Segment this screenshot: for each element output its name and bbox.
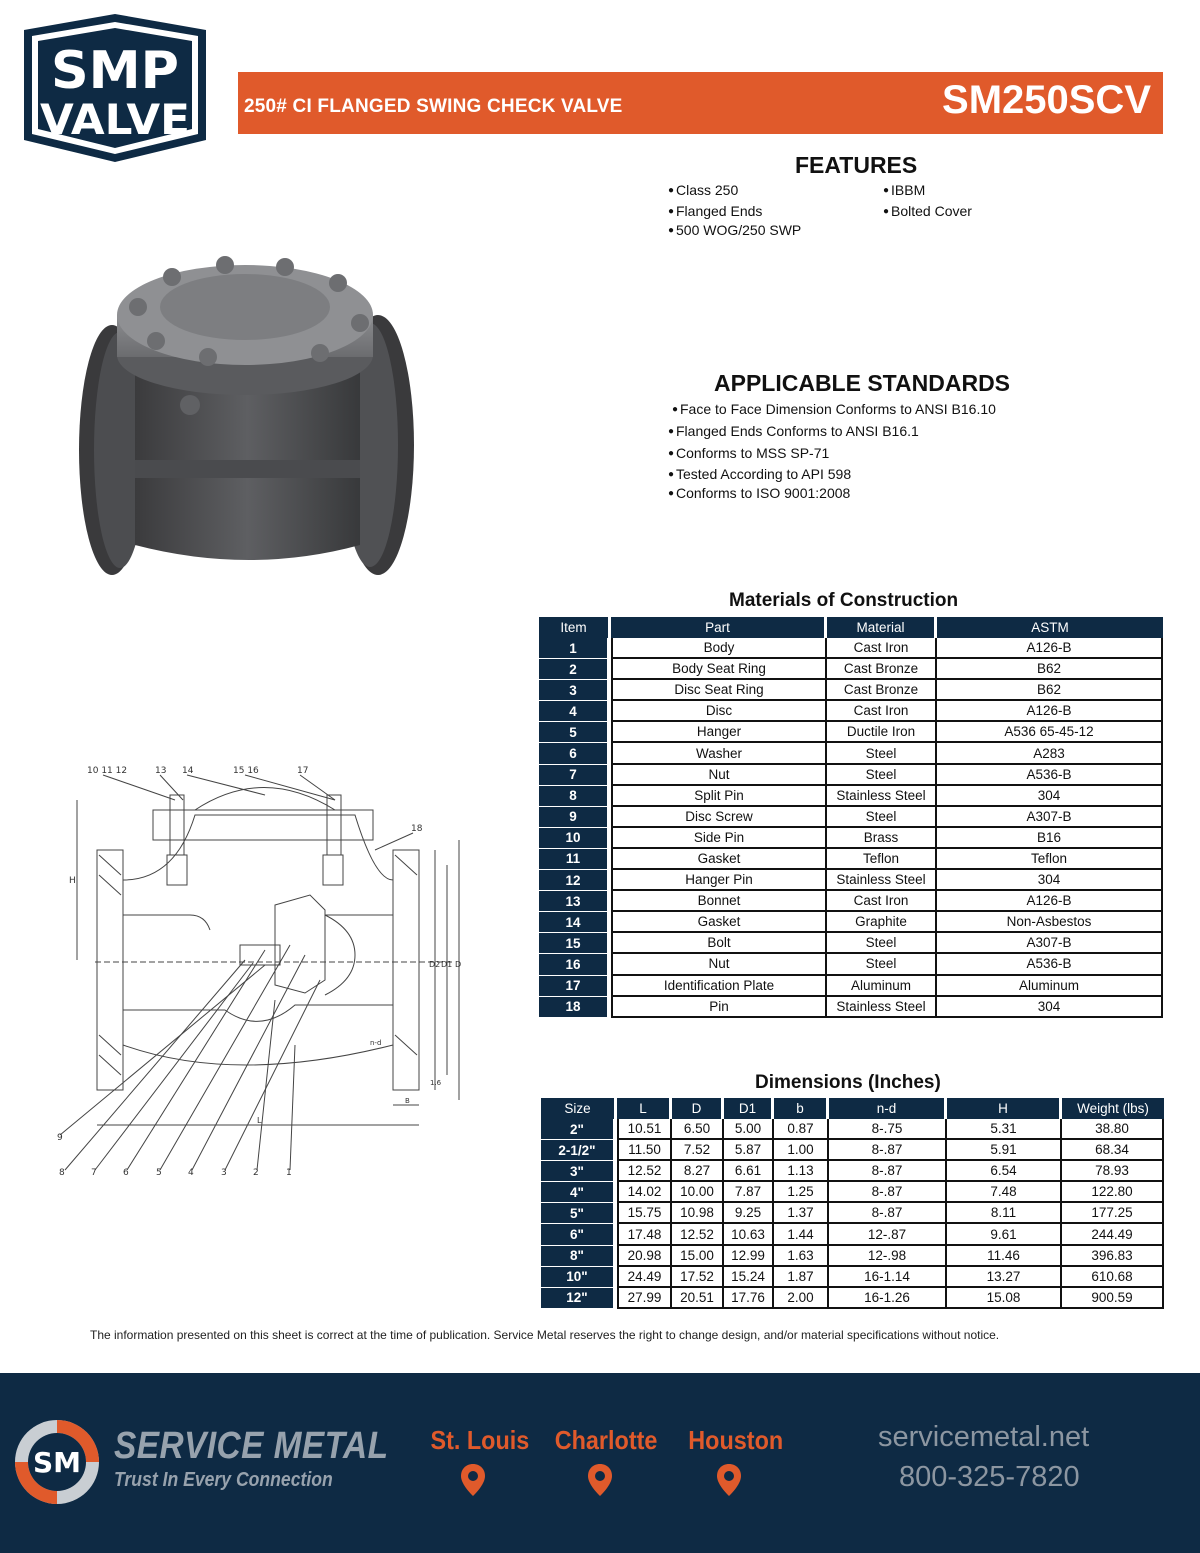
table-cell: 2" <box>541 1119 617 1140</box>
table-cell: 8-.87 <box>829 1161 947 1182</box>
product-title: 250# CI FLANGED SWING CHECK VALVE <box>244 96 623 117</box>
callout-label: 18 <box>411 824 423 834</box>
table-cell: Body Seat Ring <box>611 659 827 680</box>
table-cell: Cast Bronze <box>827 659 937 680</box>
table-cell: 13.27 <box>947 1267 1062 1288</box>
table-cell: Stainless Steel <box>827 786 937 807</box>
location-st-louis: St. Louis <box>430 1425 530 1455</box>
table-row <box>539 912 1163 933</box>
table-row <box>541 1203 1164 1224</box>
callout-label: 15 16 <box>233 766 259 776</box>
callout-label: 13 <box>155 766 167 776</box>
table-cell: 15.08 <box>947 1288 1062 1309</box>
table-cell: 304 <box>937 870 1163 891</box>
map-pin-icon <box>587 1463 613 1497</box>
table-row <box>539 849 1163 870</box>
table-cell: 11.50 <box>617 1140 672 1161</box>
dim-label: D <box>455 960 462 969</box>
table-cell: 6.61 <box>724 1161 774 1182</box>
table-cell: 10" <box>541 1267 617 1288</box>
table-cell: Cast Bronze <box>827 680 937 701</box>
table-row <box>539 891 1163 912</box>
table-cell: 2-1/2" <box>541 1140 617 1161</box>
table-cell: 6 <box>539 743 611 764</box>
brand-tagline: Trust In Every Connection <box>114 1469 333 1491</box>
column-header: Material <box>827 617 937 638</box>
table-row <box>539 786 1163 807</box>
table-cell: 6.50 <box>672 1119 724 1140</box>
table-cell: 4 <box>539 701 611 722</box>
dim-label: n-d <box>370 1039 382 1047</box>
feature-item: ● Flanged Ends <box>668 203 763 219</box>
table-cell: 1.13 <box>774 1161 829 1182</box>
column-header: b <box>774 1098 829 1119</box>
feature-item: ● Class 250 <box>668 182 739 198</box>
table-cell: 15 <box>539 933 611 954</box>
table-cell: Teflon <box>937 849 1163 870</box>
table-cell: 17 <box>539 976 611 997</box>
footer <box>0 1373 1200 1553</box>
standard-item: ● Tested According to API 598 <box>668 466 852 482</box>
table-cell: 177.25 <box>1062 1203 1164 1224</box>
table-cell: 8-.87 <box>829 1140 947 1161</box>
table-cell: Bonnet <box>611 891 827 912</box>
feature-item: ● IBBM <box>883 182 926 198</box>
table-cell: A536 65-45-12 <box>937 722 1163 743</box>
table-cell: Stainless Steel <box>827 997 937 1018</box>
table-cell: 12-.87 <box>829 1224 947 1245</box>
table-row <box>541 1224 1164 1245</box>
cross-section-drawing <box>35 755 510 1190</box>
smp-valve-logo <box>22 12 208 164</box>
table-cell: 11.46 <box>947 1246 1062 1267</box>
table-row <box>541 1246 1164 1267</box>
table-cell: 5.31 <box>947 1119 1062 1140</box>
table-cell: 1.44 <box>774 1224 829 1245</box>
table-cell: 5.91 <box>947 1140 1062 1161</box>
table-cell: 6" <box>541 1224 617 1245</box>
map-pin-icon <box>716 1463 742 1497</box>
column-header: n-d <box>829 1098 947 1119</box>
table-cell: Cast Iron <box>827 638 937 659</box>
table-cell: Disc <box>611 701 827 722</box>
header-bar <box>238 72 1163 134</box>
table-cell: Hanger <box>611 722 827 743</box>
table-cell: Graphite <box>827 912 937 933</box>
table-cell: 4" <box>541 1182 617 1203</box>
table-row <box>539 743 1163 764</box>
table-cell: Cast Iron <box>827 701 937 722</box>
dimensions-table <box>541 1098 1164 1309</box>
table-cell: Cast Iron <box>827 891 937 912</box>
table-cell: Pin <box>611 997 827 1018</box>
table-cell: 16-1.26 <box>829 1288 947 1309</box>
table-cell: 8-.87 <box>829 1203 947 1224</box>
table-cell: Gasket <box>611 912 827 933</box>
table-cell: A283 <box>937 743 1163 764</box>
table-cell: Steel <box>827 954 937 975</box>
dim-label: 1.6 <box>430 1079 442 1087</box>
table-cell: A126-B <box>937 891 1163 912</box>
callout-label: 9 <box>57 1133 63 1143</box>
table-cell: 12.52 <box>672 1224 724 1245</box>
table-cell: 1.87 <box>774 1267 829 1288</box>
features-heading: FEATURES <box>795 152 918 178</box>
map-pin-icon <box>460 1463 486 1497</box>
table-cell: 14 <box>539 912 611 933</box>
callout-label: 10 11 12 <box>87 766 128 776</box>
column-header: Item <box>539 617 611 638</box>
table-row <box>539 976 1163 997</box>
table-cell: 5 <box>539 722 611 743</box>
column-header: Size <box>541 1098 617 1119</box>
column-header: ASTM <box>937 617 1163 638</box>
table-row <box>541 1267 1164 1288</box>
table-cell: Hanger Pin <box>611 870 827 891</box>
table-row <box>541 1140 1164 1161</box>
standard-item: ● Conforms to ISO 9001:2008 <box>668 485 851 501</box>
table-cell: 16-1.14 <box>829 1267 947 1288</box>
table-cell: 8.27 <box>672 1161 724 1182</box>
footer-logo-text: SM <box>32 1446 82 1479</box>
table-row <box>541 1182 1164 1203</box>
table-cell: 12 <box>539 870 611 891</box>
logo-line2: VALVE <box>40 95 190 144</box>
dimensions-title: Dimensions (Inches) <box>755 1072 941 1093</box>
table-cell: 14.02 <box>617 1182 672 1203</box>
location-charlotte: Charlotte <box>554 1425 658 1455</box>
table-row <box>539 680 1163 701</box>
table-cell: 12" <box>541 1288 617 1309</box>
table-cell: 1.37 <box>774 1203 829 1224</box>
table-cell: Nut <box>611 954 827 975</box>
table-cell: Gasket <box>611 849 827 870</box>
table-cell: 5.87 <box>724 1140 774 1161</box>
table-cell: 9.25 <box>724 1203 774 1224</box>
table-cell: 12.99 <box>724 1246 774 1267</box>
table-cell: B62 <box>937 659 1163 680</box>
callout-label: 2 <box>253 1168 259 1178</box>
table-cell: 13 <box>539 891 611 912</box>
table-cell: 15.00 <box>672 1246 724 1267</box>
standard-item: ● Flanged Ends Conforms to ANSI B16.1 <box>668 423 919 439</box>
website-link[interactable]: servicemetal.net <box>878 1421 1090 1453</box>
table-cell: 10 <box>539 828 611 849</box>
table-cell: 610.68 <box>1062 1267 1164 1288</box>
feature-item: ● 500 WOG/250 SWP <box>668 222 802 238</box>
table-cell: A307-B <box>937 933 1163 954</box>
table-cell: Stainless Steel <box>827 870 937 891</box>
callout-label: 8 <box>59 1168 65 1178</box>
logo-line1: SMP <box>51 41 179 101</box>
table-cell: 244.49 <box>1062 1224 1164 1245</box>
table-cell: 17.52 <box>672 1267 724 1288</box>
table-cell: Identification Plate <box>611 976 827 997</box>
standard-item: ● Conforms to MSS SP-71 <box>668 445 830 461</box>
table-cell: Steel <box>827 743 937 764</box>
table-cell: 20.98 <box>617 1246 672 1267</box>
table-cell: 27.99 <box>617 1288 672 1309</box>
table-cell: 9.61 <box>947 1224 1062 1245</box>
table-cell: Steel <box>827 765 937 786</box>
dim-label: H <box>69 876 76 886</box>
column-header: H <box>947 1098 1062 1119</box>
table-cell: 1.63 <box>774 1246 829 1267</box>
table-cell: 11 <box>539 849 611 870</box>
callout-label: 1 <box>286 1168 292 1178</box>
table-cell: 1.25 <box>774 1182 829 1203</box>
table-cell: 20.51 <box>672 1288 724 1309</box>
materials-table <box>539 617 1163 1018</box>
table-cell: 3 <box>539 680 611 701</box>
disclaimer: The information presented on this sheet is correct at the time of publication. Service Metal reserves the right to change design, and/or material specifications without notice. <box>90 1328 1000 1342</box>
table-cell: 8-.75 <box>829 1119 947 1140</box>
table-row <box>539 954 1163 975</box>
table-row <box>539 701 1163 722</box>
table-cell: 6.54 <box>947 1161 1062 1182</box>
table-cell: Non-Asbestos <box>937 912 1163 933</box>
table-cell: Brass <box>827 828 937 849</box>
table-cell: 2 <box>539 659 611 680</box>
table-cell: 5" <box>541 1203 617 1224</box>
dim-label: D1 <box>441 960 453 969</box>
table-cell: 900.59 <box>1062 1288 1164 1309</box>
table-cell: 396.83 <box>1062 1246 1164 1267</box>
table-cell: B16 <box>937 828 1163 849</box>
table-cell: 7.48 <box>947 1182 1062 1203</box>
table-cell: B62 <box>937 680 1163 701</box>
table-cell: A307-B <box>937 807 1163 828</box>
table-cell: 10.63 <box>724 1224 774 1245</box>
table-cell: Body <box>611 638 827 659</box>
table-cell: 8" <box>541 1246 617 1267</box>
table-cell: A536-B <box>937 765 1163 786</box>
table-cell: Washer <box>611 743 827 764</box>
callout-label: 4 <box>188 1168 194 1178</box>
valve-photo <box>60 245 430 585</box>
feature-item: ● Bolted Cover <box>883 203 972 219</box>
table-cell: 15.75 <box>617 1203 672 1224</box>
callout-label: 6 <box>123 1168 129 1178</box>
table-cell: 3" <box>541 1161 617 1182</box>
brand-name: SERVICE METAL <box>114 1425 389 1467</box>
table-row <box>539 765 1163 786</box>
table-cell: 7.87 <box>724 1182 774 1203</box>
table-cell: 1.00 <box>774 1140 829 1161</box>
table-cell: 68.34 <box>1062 1140 1164 1161</box>
table-cell: 24.49 <box>617 1267 672 1288</box>
table-cell: Side Pin <box>611 828 827 849</box>
dim-label: B <box>405 1097 410 1105</box>
callout-label: 14 <box>182 766 194 776</box>
table-cell: 2.00 <box>774 1288 829 1309</box>
table-cell: 10.51 <box>617 1119 672 1140</box>
table-cell: 12-.98 <box>829 1246 947 1267</box>
materials-title: Materials of Construction <box>729 590 959 611</box>
table-cell: 10.00 <box>672 1182 724 1203</box>
table-row <box>539 828 1163 849</box>
table-cell: 18 <box>539 997 611 1018</box>
table-cell: 8 <box>539 786 611 807</box>
table-cell: A126-B <box>937 638 1163 659</box>
table-cell: 16 <box>539 954 611 975</box>
table-cell: 5.00 <box>724 1119 774 1140</box>
table-cell: 0.87 <box>774 1119 829 1140</box>
table-cell: Disc Seat Ring <box>611 680 827 701</box>
table-cell: 1 <box>539 638 611 659</box>
table-cell: 12.52 <box>617 1161 672 1182</box>
table-row <box>539 997 1163 1018</box>
service-metal-logo-icon <box>14 1419 100 1505</box>
table-cell: Teflon <box>827 849 937 870</box>
table-cell: 304 <box>937 786 1163 807</box>
table-row <box>539 722 1163 743</box>
table-cell: Disc Screw <box>611 807 827 828</box>
table-cell: A536-B <box>937 954 1163 975</box>
table-cell: 8-.87 <box>829 1182 947 1203</box>
standard-item: ● Face to Face Dimension Conforms to ANSI B16.10 <box>672 401 996 417</box>
table-cell: Aluminum <box>827 976 937 997</box>
phone-number[interactable]: 800-325-7820 <box>899 1461 1080 1493</box>
column-header: Weight (lbs) <box>1062 1098 1164 1119</box>
table-cell: 38.80 <box>1062 1119 1164 1140</box>
product-code: SM250SCV <box>942 78 1151 122</box>
table-row <box>541 1119 1164 1140</box>
table-row <box>539 638 1163 659</box>
callout-label: 5 <box>156 1168 162 1178</box>
table-cell: 122.80 <box>1062 1182 1164 1203</box>
callout-label: 7 <box>91 1168 97 1178</box>
table-cell: Aluminum <box>937 976 1163 997</box>
table-cell: Steel <box>827 933 937 954</box>
table-cell: 78.93 <box>1062 1161 1164 1182</box>
column-header: L <box>617 1098 672 1119</box>
table-row <box>541 1161 1164 1182</box>
table-cell: 10.98 <box>672 1203 724 1224</box>
table-cell: 8.11 <box>947 1203 1062 1224</box>
standards-heading: APPLICABLE STANDARDS <box>714 370 1011 396</box>
column-header: Part <box>611 617 827 638</box>
callout-label: 3 <box>221 1168 227 1178</box>
table-row <box>541 1288 1164 1309</box>
table-cell: Split Pin <box>611 786 827 807</box>
table-cell: 9 <box>539 807 611 828</box>
table-cell: Nut <box>611 765 827 786</box>
table-cell: 7 <box>539 765 611 786</box>
table-row <box>539 659 1163 680</box>
table-cell: Ductile Iron <box>827 722 937 743</box>
table-cell: 15.24 <box>724 1267 774 1288</box>
table-cell: 17.76 <box>724 1288 774 1309</box>
table-cell: A126-B <box>937 701 1163 722</box>
table-cell: 304 <box>937 997 1163 1018</box>
table-row <box>539 933 1163 954</box>
dim-label: D2 <box>429 960 441 969</box>
table-cell: 17.48 <box>617 1224 672 1245</box>
table-cell: 7.52 <box>672 1140 724 1161</box>
callout-label: 17 <box>297 766 309 776</box>
table-row <box>539 807 1163 828</box>
table-cell: Bolt <box>611 933 827 954</box>
column-header: D1 <box>724 1098 774 1119</box>
table-cell: Steel <box>827 807 937 828</box>
dim-label: L <box>257 1116 262 1125</box>
column-header: D <box>672 1098 724 1119</box>
table-row <box>539 870 1163 891</box>
location-houston: Houston <box>688 1425 784 1455</box>
